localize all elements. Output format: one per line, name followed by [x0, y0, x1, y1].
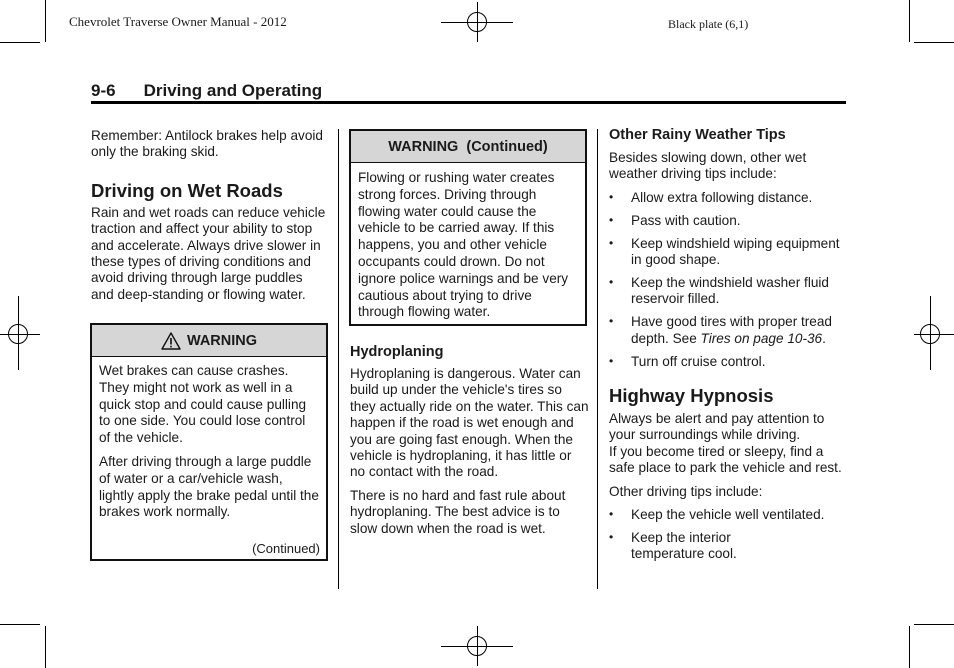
warning-triangle-icon [161, 332, 181, 350]
crop-mark [45, 0, 46, 42]
warning-title: WARNING [186, 332, 258, 349]
tires-page-reference[interactable]: Tires on page 10-36 [700, 330, 823, 346]
column-divider [597, 129, 598, 589]
hypnosis-paragraph: If you become tired or sleepy, find a safe place to park the vehicle and rest. [609, 443, 842, 476]
continued-label: (Continued) [252, 541, 320, 556]
manual-title: Chevrolet Traverse Owner Manual - 2012 [69, 14, 287, 29]
antilock-note: Remember: Antilock brakes help avoid only the braking skid. [91, 128, 323, 160]
heading-hydroplaning: Hydroplaning [350, 344, 444, 360]
hydroplaning-paragraph: Hydroplaning is dangerous. Water can build up under the vehicle's tires so they actually ride on the water. This can happen if the road is wet enough and you are going fast enough. When the vehicle is hydroplaning, it has little or no contact with the road. [350, 366, 589, 480]
warning-body [351, 163, 585, 321]
section-title: Driving and Operating [143, 81, 323, 100]
section-header [91, 81, 322, 101]
other-tips-list [609, 507, 849, 563]
rainy-tips-intro: Besides slowing down, other wet weather driving tips include: [609, 150, 807, 182]
heading-highway-hypnosis: Highway Hypnosis [609, 384, 774, 406]
section-rule [91, 101, 846, 104]
crop-mark [914, 624, 954, 625]
warning-box-continued [349, 129, 587, 326]
column-3 [609, 126, 849, 569]
list-item: • Keep the interior temperature cool. [609, 530, 849, 563]
crop-mark [0, 624, 40, 625]
warning-paragraph: After driving through a large puddle of water or a car/vehicle wash, lightly apply the brake pedal until the brakes work normally. [99, 453, 319, 520]
hydroplaning-paragraph: There is no hard and fast rule about hydroplaning. The best advice is to slow down when the road is wet. [350, 487, 566, 536]
plate-label: Black plate (6,1) [668, 17, 749, 31]
warning-paragraph: Wet brakes can cause crashes. They might not work as well in a quick stop and could cause pulling to one side. You could lose control of the vehicle. [99, 363, 307, 446]
list-item: • Keep the windshield washer fluid reservoir filled. [609, 275, 849, 308]
warning-body [92, 357, 326, 521]
crop-mark [909, 0, 910, 42]
heading-rainy-tips: Other Rainy Weather Tips [609, 127, 786, 143]
list-item: • Allow extra following distance. [609, 190, 849, 206]
warning-header [351, 131, 585, 163]
hypnosis-paragraph: Always be alert and pay attention to your surroundings while driving. [609, 410, 825, 443]
warning-paragraph: Flowing or rushing water creates strong forces. Driving through flowing water could cause the vehicle to be carried away. If this happens, you and other vehicle occupants could drown. Do not ignore police warnings and be very cautious about trying to drive through flowing water. [358, 170, 569, 320]
page-number: 9-6 [91, 81, 116, 100]
warning-header [92, 325, 326, 357]
heading-wet-roads: Driving on Wet Roads [91, 179, 283, 201]
list-item: • Turn off cruise control. [609, 354, 849, 370]
other-tips-intro: Other driving tips include: [609, 483, 763, 499]
list-item: • Keep windshield wiping equipment in good shape. [609, 236, 849, 269]
column-2 [350, 343, 590, 537]
crop-mark [914, 42, 954, 43]
crop-mark [45, 626, 46, 668]
column-divider [338, 129, 339, 589]
column-1 [91, 128, 327, 303]
list-item: • Pass with caution. [609, 213, 849, 229]
list-item: • Have good tires with proper tread depth. See Tires on page 10-36. [609, 314, 849, 347]
crop-mark [0, 42, 40, 43]
list-item: • Keep the vehicle well ventilated. [609, 507, 849, 523]
rainy-tips-list [609, 190, 849, 370]
warning-title: WARNING (Continued) [388, 138, 548, 155]
crop-mark [909, 626, 910, 668]
warning-box-wet-brakes [90, 323, 328, 561]
wet-roads-paragraph: Rain and wet roads can reduce vehicle traction and affect your ability to stop and accelerate. Always drive slower in these types of driving conditions and avoid driving through large puddles and deep-standing or flowing water. [91, 204, 326, 302]
